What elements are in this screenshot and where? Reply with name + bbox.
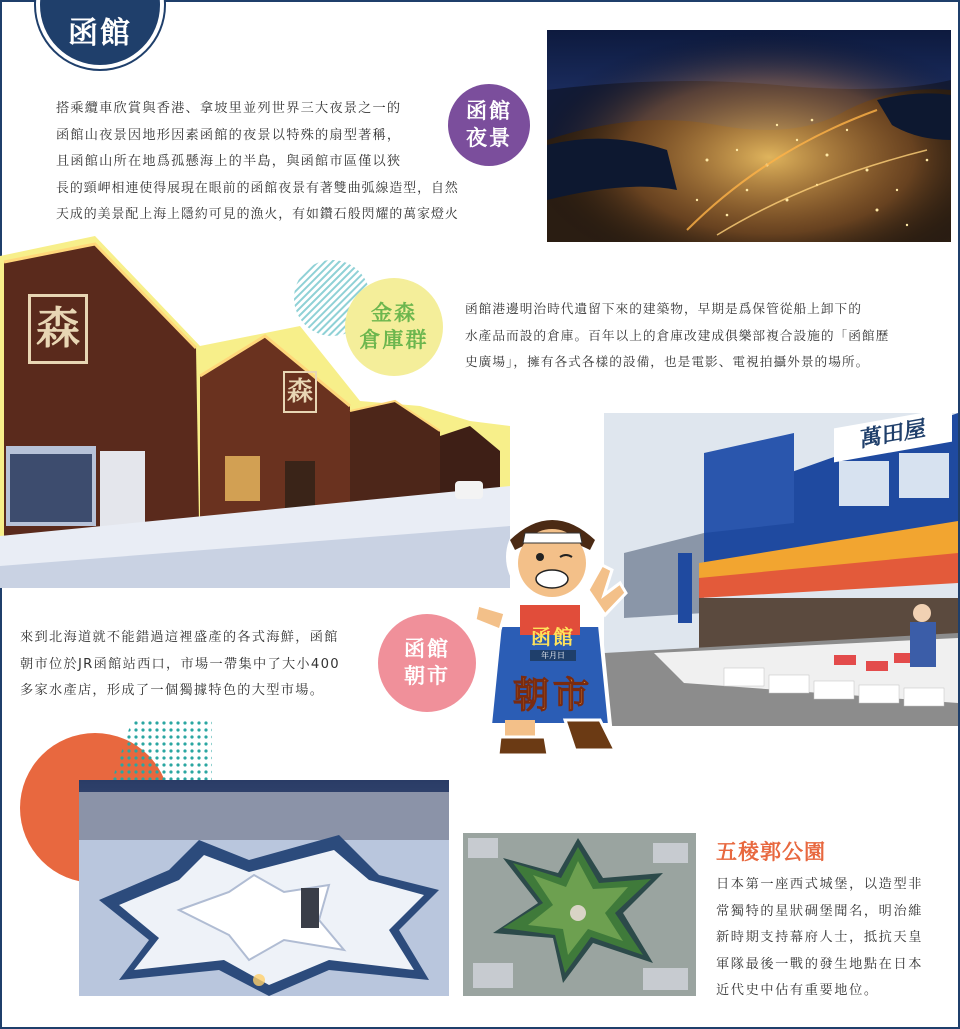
warehouse-line: 史廣場」，擁有各式各樣的設備，也是電影、電視拍攝外景的場所。	[465, 354, 870, 369]
market-badge	[378, 614, 476, 712]
market-photo	[604, 413, 958, 726]
warehouse-line: 函館港邊明治時代遺留下來的建築物，早期是爲保管從船上卸下的	[465, 301, 862, 316]
night-view-line: 天成的美景配上海上隱約可見的漁火，有如鑽石般閃耀的萬家燈火	[56, 207, 459, 222]
goryokaku-winter-photo	[79, 780, 449, 996]
warehouse-logo-mark-2: 森	[283, 371, 317, 413]
market-text	[20, 625, 380, 705]
warehouse-line: 水產品而設的倉庫。百年以上的倉庫改建成俱樂部複合設施的「函館歷	[465, 327, 890, 343]
goryokaku-dots-decoration	[112, 720, 212, 780]
market-line: 來到北海道就不能錯過這裡盛產的各式海鮮，函館	[20, 630, 339, 645]
night-view-photo	[547, 30, 951, 242]
market-mascot	[470, 505, 630, 760]
warehouse-photo	[0, 236, 510, 588]
market-badge-line: 朝市	[404, 664, 450, 688]
market-line: 朝市位於JR函館站西口，市場一帶集中了大小400	[20, 656, 340, 672]
page-title: 函館	[68, 16, 132, 51]
goryokaku-line: 新時期支持幕府人士，抵抗天皇	[716, 930, 924, 945]
goryokaku-line: 軍隊最後一戰的發生地點在日本	[716, 956, 924, 972]
night-view-badge	[448, 84, 530, 166]
market-line: 多家水產店，形成了一個獨據特色的大型市場。	[20, 683, 325, 698]
goryokaku-aerial-photo	[463, 833, 696, 996]
warehouse-text	[465, 296, 951, 376]
goryokaku-line: 日本第一座西式城堡，以造型非	[716, 877, 924, 892]
warehouse-badge-line: 倉庫群	[359, 328, 429, 352]
goryokaku-line: 常獨特的星狀碉堡聞名，明治維	[716, 903, 924, 919]
mascot-apron-market: 朝市	[512, 675, 593, 716]
warehouse-badge	[345, 278, 443, 376]
goryokaku-text	[716, 872, 948, 1005]
night-view-badge-line: 函館	[466, 99, 512, 123]
goryokaku-line: 近代史中佔有重要地位。	[716, 983, 879, 998]
night-view-badge-line: 夜景	[466, 126, 512, 150]
market-store-sign: 萬田屋	[834, 413, 952, 462]
night-view-line: 函館山夜景因地形因素函館的夜景以特殊的扇型著稱，	[56, 127, 402, 143]
goryokaku-title: 五稜郭公園	[716, 840, 826, 864]
night-view-line: 搭乘纜車欣賞與香港、拿坡里並列世界三大夜景之一的	[56, 101, 402, 116]
night-view-line: 且函館山所在地爲孤懸海上的半島，與函館市區僅以狹	[56, 154, 402, 169]
mascot-apron-title: 函館	[531, 625, 575, 649]
market-badge-line: 函館	[404, 637, 450, 661]
night-view-line: 長的頸岬相連使得展現在眼前的函館夜景有著雙曲弧線造型，自然	[56, 180, 459, 196]
warehouse-badge-line: 金森	[371, 301, 417, 325]
warehouse-logo-mark: 森	[28, 294, 88, 364]
mascot-apron-date: 年月日	[530, 650, 576, 661]
